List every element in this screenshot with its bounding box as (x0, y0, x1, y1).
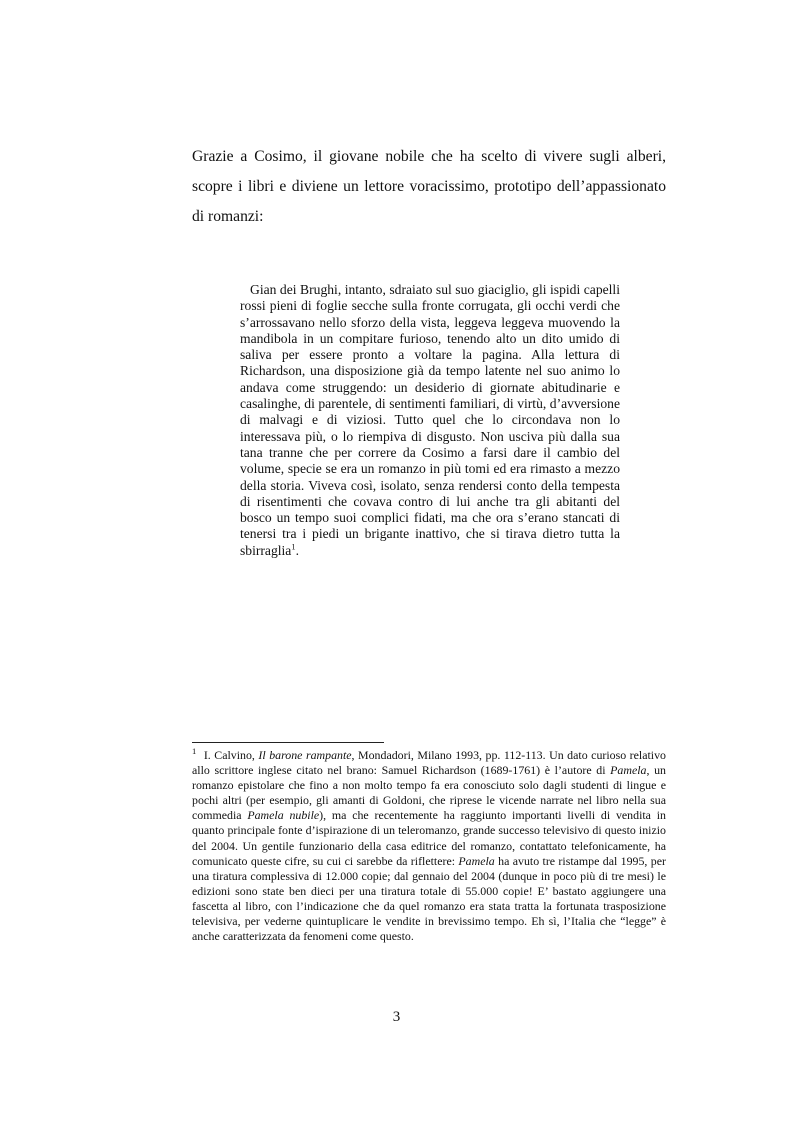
footnote-reference[interactable]: 1 (291, 541, 296, 552)
footnote-pamela-title-2: Pamela (458, 853, 495, 868)
footnote-marker: 1 (192, 746, 197, 757)
footnote-text-2: , un romanzo epistolare che fino a non molto tempo fa era conosciuto solo dagli studenti di lingue e pochi altri (per esempio, gli amanti di Goldoni, che riprese le vicende narrate nel libro nella sua commedia (192, 763, 666, 823)
footnote-text-3: ), ma che recentemente ha raggiunto importanti livelli di vendita in quanto principale fonte d’ispirazione di un teleromanzo, grande successo televisivo di questo inizio del 2004. Un gentile funzionario della casa editrice del romanzo, contattato telefonicamente, ha comunicato queste cifre, su cui ci sarebbe da riflettere: (192, 808, 666, 868)
footnote-separator (192, 742, 384, 743)
footnote-pamela-title: Pamela (610, 763, 647, 778)
footnote-book-title: Il barone rampante (258, 748, 352, 762)
footnote (192, 748, 666, 944)
page-number: 3 (392, 1009, 401, 1025)
footnote-paragraph (192, 748, 666, 944)
block-quote (240, 282, 620, 559)
footnote-text-4: ha avuto tre ristampe dal 1995, per una tiratura complessiva di 12.000 copie; dal gennaio del 2004 (dunque in poco più di tre mesi) le edizioni sono state ben dieci per una tiratura totale di 55.000 copie! E’ bastato aggiungere una fascetta al libro, con l’indicazione che da quel romanzo era stata tratta la fortunata trasposizione televisiva, per vederne quintuplicare le vendite in brevissimo tempo. Eh sì, l’Italia che “legge” è anche caratterizzata da fenomeni come questo. (192, 853, 666, 944)
footnote-pamela-nubile-title: Pamela nubile (247, 808, 320, 823)
footnote-text-1: , Mondadori, Milano 1993, pp. 112-113. Un dato curioso relativo allo scrittore inglese citato nel brano: Samuel Richardson (1689-1761) è l’autore di (192, 748, 666, 778)
quote-text: Gian dei Brughi, intanto, sdraiato sul suo giaciglio, gli ispidi capelli rossi pieni di foglie secche sulla fronte corrugata, gli occhi verdi che s’arrossavano nello sforzo della vista, leggeva leggeva muovendo la mandibola in un compitare furioso, tenendo alto un dito umido di saliva per essere pronto a voltare la pagina. Alla lettura di Richardson, una disposizione già da tempo latente nel suo animo lo andava come struggendo: un desiderio di giornate abitudinarie e casalinghe, di parentele, di sentimenti familiari, di virtù, d’avversione di malvagi e di viziosi. Tutto quel che lo circondava non lo interessava più, o lo riempiva di disgusto. Non usciva più dalla sua tana tranne che per correre da Cosimo a farsi dare il cambio del volume, specie se era un romanzo in più tomi ed era rimasto a mezzo della storia. Viveva così, isolato, senza rendersi conto della tempesta di risentimenti che covava contro di lui anche tra gli abitanti del bosco un tempo suoi complici fidati, ma che ora s’erano stancati di tenersi tra i piedi un brigante inattivo, che si tirava dietro tutta la sbirraglia (240, 282, 620, 558)
quote-end-punctuation: . (295, 542, 299, 558)
intro-paragraph (192, 142, 666, 232)
quote-paragraph (240, 282, 620, 559)
footnote-author: I. Calvino, (203, 748, 255, 762)
intro-text: Grazie a Cosimo, il giovane nobile che ha scelto di vivere sugli alberi, scopre i libri e diviene un lettore voracissimo, prototipo dell’appassionato di romanzi: (192, 148, 666, 225)
